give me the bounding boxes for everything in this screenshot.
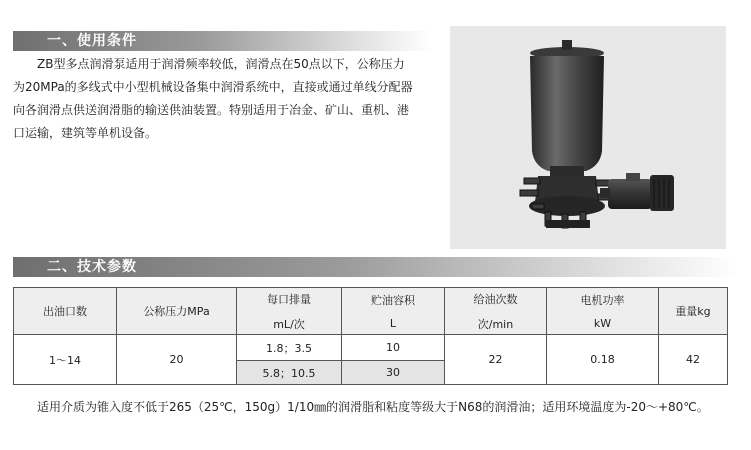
header-power	[547, 288, 659, 335]
section-title: 一、使用条件	[47, 33, 137, 49]
header-frequency-label: 给油次数	[473, 292, 518, 306]
cell-capacity-a: 10	[342, 335, 445, 361]
header-weight: 重量kg	[659, 288, 728, 335]
header-frequency	[445, 288, 547, 335]
intro-paragraph	[13, 53, 413, 145]
cell-displacement-a: 1.8；3.5	[237, 335, 342, 361]
header-power-unit: kW	[593, 317, 612, 330]
header-pressure: 公称压力MPa	[117, 288, 237, 335]
footnote-text: 适用介质为锥入度不低于265（25℃，150g）1/10㎜的润滑脂和粘度等级大于N68的润滑油；适用环境温度为-20～+80℃。	[37, 400, 709, 414]
header-displacement-unit: mL/次	[273, 317, 305, 331]
cell-frequency: 22	[445, 335, 547, 385]
cell-outlets: 1～14	[14, 335, 117, 385]
cell-power: 0.18	[547, 335, 659, 385]
section-heading-usage	[13, 31, 431, 51]
cell-pressure: 20	[117, 335, 237, 385]
pump-photo	[450, 26, 726, 249]
spec-table	[13, 287, 728, 385]
lubrication-pump-image	[450, 26, 726, 249]
header-displacement	[237, 288, 342, 335]
table-header-row	[14, 288, 728, 335]
header-frequency-unit: 次/min	[477, 317, 514, 331]
header-power-label: 电机功率	[580, 294, 625, 307]
section-title: 二、技术参数	[47, 259, 137, 275]
cell-capacity-b: 30	[342, 361, 445, 385]
table-row	[14, 335, 728, 361]
footnote	[13, 396, 741, 418]
cell-displacement-b: 5.8；10.5	[237, 361, 342, 385]
cell-weight: 42	[659, 335, 728, 385]
header-capacity-unit: L	[389, 317, 397, 330]
header-capacity	[342, 288, 445, 335]
intro-text: ZB型多点润滑泵适用于润滑频率较低，润滑点在50点以下，公称压力为20MPa的多线式中小型机械设备集中润滑系统中，直接或通过单线分配器向各润滑点供送润滑脂的输送供油装置。特别适用于冶金、矿山、重机、港口运输，建筑等单机设备。	[13, 57, 413, 140]
header-capacity-label: 贮油容积	[371, 294, 415, 307]
section-heading-specs	[13, 257, 738, 277]
header-displacement-label: 每口排量	[267, 292, 311, 306]
header-outlets: 出油口数	[14, 288, 117, 335]
